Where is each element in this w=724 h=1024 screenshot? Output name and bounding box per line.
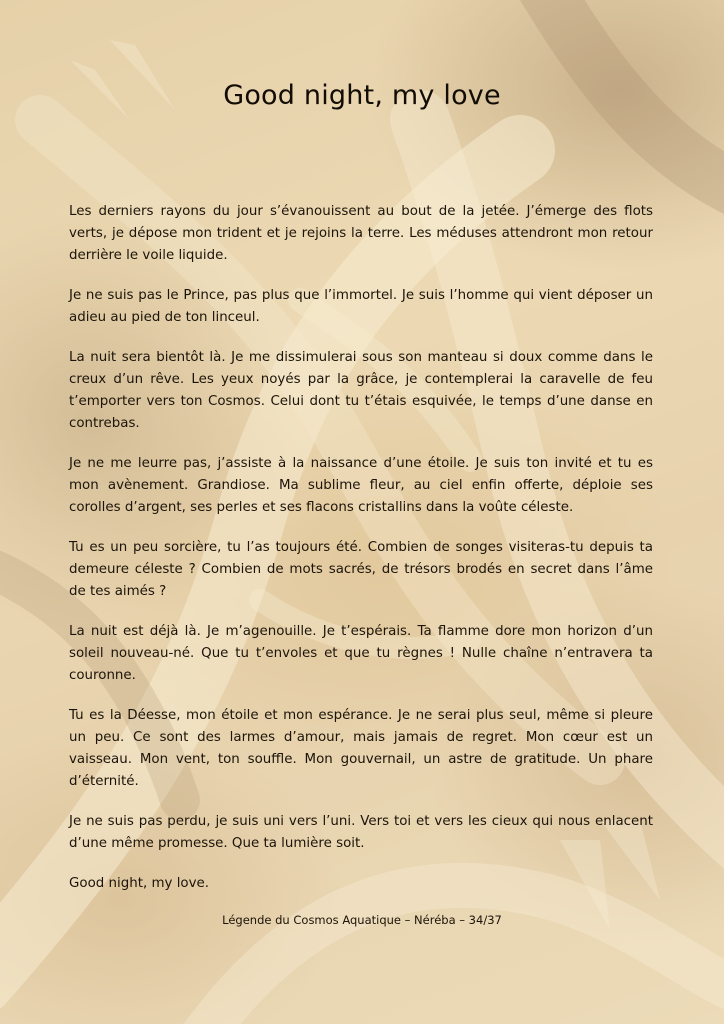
paragraph: La nuit est déjà là. Je m’agenouille. Je t’espérais. Ta flamme dore mon horizon d’un soleil nouveau-né. Que tu t’envoles et que tu règnes ! Nulle chaîne n’entravera ta couronne. — [69, 624, 653, 683]
paragraph: Tu es un peu sorcière, tu l’as toujours été. Combien de songes visiteras-tu depuis ta demeure céleste ? Combien de mots sacrés, de trésors brodés en secret dans l’âme de tes aimés ? — [69, 540, 653, 599]
paragraph: Je ne suis pas perdu, je suis uni vers l’uni. Vers toi et vers les cieux qui nous enlacent d’une même promesse. Que ta lumière soit. — [69, 814, 653, 851]
text-body — [69, 201, 653, 913]
paragraph: Je ne suis pas le Prince, pas plus que l’immortel. Je suis l’homme qui vient déposer un adieu au pied de ton linceul. — [69, 288, 653, 325]
paragraph: La nuit sera bientôt là. Je me dissimulerai sous son manteau si doux comme dans le creux d’un rêve. Les yeux noyés par la grâce, je contemplerai la caravelle de feu t’emporter vers ton Cosmos. Celui dont tu t’étais esquivée, le temps d’une danse en contrebas. — [69, 350, 653, 431]
page-title: Good night, my love — [223, 80, 501, 111]
page-footer: Légende du Cosmos Aquatique – Néréba – 34/37 — [222, 913, 502, 927]
paragraph: Je ne me leurre pas, j’assiste à la naissance d’une étoile. Je suis ton invité et tu es mon avènement. Grandiose. Ma sublime fleur, au ciel enfin offerte, déploie ses corolles d’argent, ses perles et ses flacons cristallins dans la voûte céleste. — [69, 456, 653, 515]
paragraph: Tu es la Déesse, mon étoile et mon espérance. Je ne serai plus seul, même si pleure un peu. Ce sont des larmes d’amour, mais jamais de regret. Mon cœur est un vaisseau. Mon vent, ton souffle. Mon gouvernail, un astre de gratitude. Un phare d’éternité. — [69, 708, 653, 789]
paragraph: Les derniers rayons du jour s’évanouissent au bout de la jetée. J’émerge des flots verts, je dépose mon trident et je rejoins la terre. Les méduses attendront mon retour derrière le voile liquide. — [69, 204, 653, 263]
closing-line: Good night, my love. — [69, 876, 210, 891]
